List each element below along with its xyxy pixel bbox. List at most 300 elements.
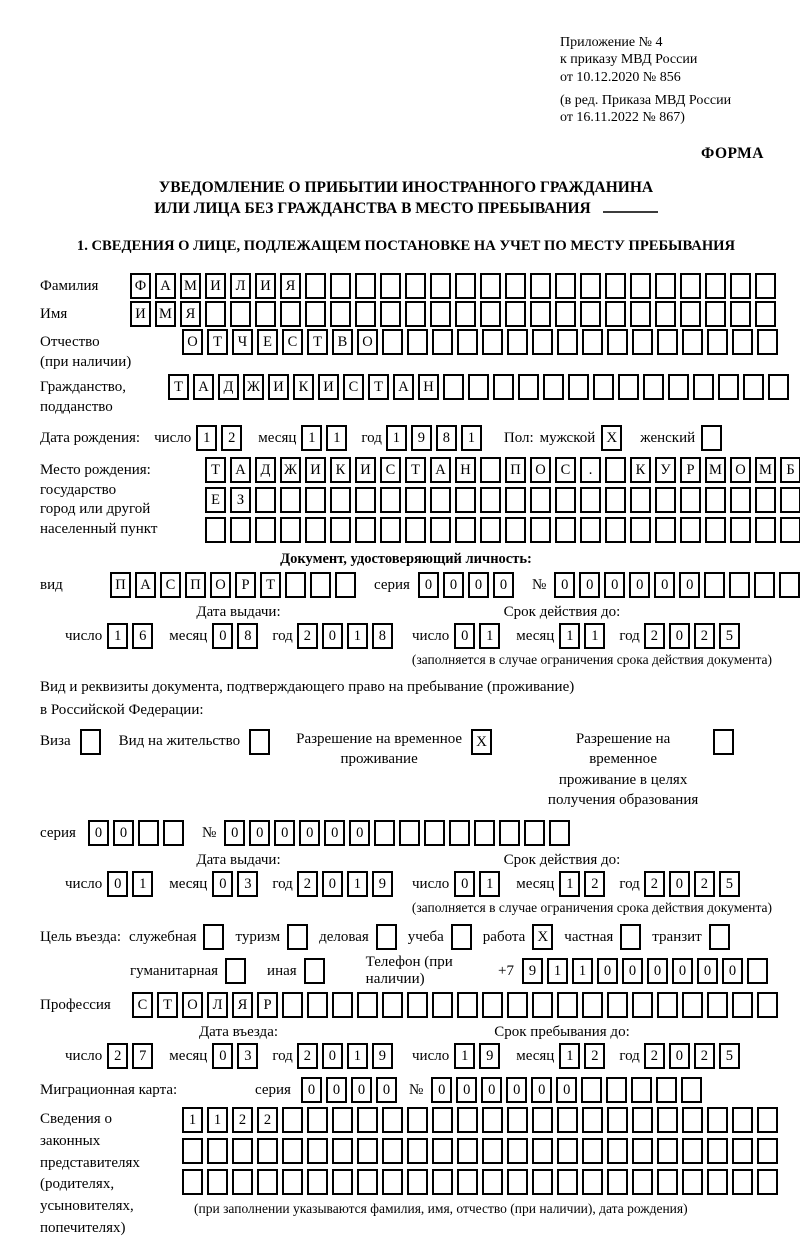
- char-cell[interactable]: [630, 301, 651, 327]
- char-cell[interactable]: 0: [647, 958, 668, 984]
- char-cell[interactable]: [232, 1138, 253, 1164]
- char-cell[interactable]: Р: [235, 572, 256, 598]
- char-cell[interactable]: 1: [207, 1107, 228, 1133]
- char-cell[interactable]: [682, 1169, 703, 1195]
- purpose-humanitarian-checkbox[interactable]: [225, 958, 246, 984]
- char-cell[interactable]: 1: [182, 1107, 203, 1133]
- char-cell[interactable]: [607, 329, 628, 355]
- purpose-other-checkbox[interactable]: [304, 958, 325, 984]
- char-cell[interactable]: Р: [257, 992, 278, 1018]
- char-cell[interactable]: [532, 329, 553, 355]
- char-cell[interactable]: [432, 1138, 453, 1164]
- char-cell[interactable]: 0: [669, 623, 690, 649]
- char-cell[interactable]: [307, 1138, 328, 1164]
- char-cell[interactable]: 2: [297, 1043, 318, 1069]
- char-cell[interactable]: 0: [322, 623, 343, 649]
- char-cell[interactable]: 1: [454, 1043, 475, 1069]
- char-cell[interactable]: А: [155, 273, 176, 299]
- char-cell[interactable]: [607, 992, 628, 1018]
- temp-residence-checkbox[interactable]: X: [471, 729, 492, 755]
- char-cell[interactable]: [355, 517, 376, 543]
- char-cell[interactable]: [730, 273, 751, 299]
- char-cell[interactable]: Н: [418, 374, 439, 400]
- char-cell[interactable]: [605, 457, 626, 483]
- char-cell[interactable]: [630, 487, 651, 513]
- char-cell[interactable]: 8: [372, 623, 393, 649]
- char-cell[interactable]: 0: [493, 572, 514, 598]
- char-cell[interactable]: [680, 301, 701, 327]
- char-cell[interactable]: 0: [351, 1077, 372, 1103]
- char-cell[interactable]: [332, 1169, 353, 1195]
- char-cell[interactable]: [730, 517, 751, 543]
- char-cell[interactable]: [682, 1107, 703, 1133]
- char-cell[interactable]: 2: [297, 623, 318, 649]
- char-cell[interactable]: [432, 1107, 453, 1133]
- char-cell[interactable]: 0: [622, 958, 643, 984]
- char-cell[interactable]: [655, 517, 676, 543]
- purpose-work-checkbox[interactable]: X: [532, 924, 553, 950]
- char-cell[interactable]: С: [380, 457, 401, 483]
- char-cell[interactable]: С: [132, 992, 153, 1018]
- char-cell[interactable]: [330, 517, 351, 543]
- char-cell[interactable]: [693, 374, 714, 400]
- char-cell[interactable]: 2: [694, 1043, 715, 1069]
- char-cell[interactable]: [382, 1169, 403, 1195]
- char-cell[interactable]: [335, 572, 356, 598]
- char-cell[interactable]: [530, 517, 551, 543]
- char-cell[interactable]: М: [180, 273, 201, 299]
- char-cell[interactable]: Я: [180, 301, 201, 327]
- char-cell[interactable]: [530, 273, 551, 299]
- char-cell[interactable]: 0: [454, 871, 475, 897]
- purpose-study-checkbox[interactable]: [451, 924, 472, 950]
- char-cell[interactable]: [282, 1169, 303, 1195]
- char-cell[interactable]: [480, 457, 501, 483]
- char-cell[interactable]: Л: [230, 273, 251, 299]
- char-cell[interactable]: [457, 1169, 478, 1195]
- char-cell[interactable]: 9: [372, 1043, 393, 1069]
- char-cell[interactable]: 0: [107, 871, 128, 897]
- char-cell[interactable]: [405, 487, 426, 513]
- char-cell[interactable]: [357, 1107, 378, 1133]
- char-cell[interactable]: О: [357, 329, 378, 355]
- char-cell[interactable]: 0: [324, 820, 345, 846]
- char-cell[interactable]: 9: [411, 425, 432, 451]
- char-cell[interactable]: 2: [297, 871, 318, 897]
- char-cell[interactable]: [732, 1107, 753, 1133]
- char-cell[interactable]: [480, 273, 501, 299]
- char-cell[interactable]: [207, 1169, 228, 1195]
- char-cell[interactable]: 6: [132, 623, 153, 649]
- char-cell[interactable]: [606, 1077, 627, 1103]
- char-cell[interactable]: [457, 992, 478, 1018]
- char-cell[interactable]: 2: [644, 871, 665, 897]
- char-cell[interactable]: [757, 992, 778, 1018]
- char-cell[interactable]: Т: [207, 329, 228, 355]
- char-cell[interactable]: [480, 517, 501, 543]
- char-cell[interactable]: Д: [218, 374, 239, 400]
- char-cell[interactable]: [138, 820, 159, 846]
- char-cell[interactable]: 1: [547, 958, 568, 984]
- char-cell[interactable]: 1: [347, 1043, 368, 1069]
- char-cell[interactable]: [380, 487, 401, 513]
- char-cell[interactable]: [757, 1138, 778, 1164]
- char-cell[interactable]: Е: [205, 487, 226, 513]
- char-cell[interactable]: [455, 487, 476, 513]
- char-cell[interactable]: [680, 517, 701, 543]
- char-cell[interactable]: О: [210, 572, 231, 598]
- char-cell[interactable]: [607, 1138, 628, 1164]
- char-cell[interactable]: И: [355, 457, 376, 483]
- char-cell[interactable]: [407, 1107, 428, 1133]
- char-cell[interactable]: С: [555, 457, 576, 483]
- char-cell[interactable]: 0: [669, 871, 690, 897]
- char-cell[interactable]: [332, 992, 353, 1018]
- char-cell[interactable]: О: [182, 329, 203, 355]
- char-cell[interactable]: [632, 992, 653, 1018]
- char-cell[interactable]: [382, 1138, 403, 1164]
- char-cell[interactable]: О: [530, 457, 551, 483]
- char-cell[interactable]: [707, 329, 728, 355]
- char-cell[interactable]: [707, 1107, 728, 1133]
- char-cell[interactable]: 0: [554, 572, 575, 598]
- char-cell[interactable]: 9: [479, 1043, 500, 1069]
- char-cell[interactable]: 0: [212, 1043, 233, 1069]
- char-cell[interactable]: [332, 1138, 353, 1164]
- char-cell[interactable]: 5: [719, 623, 740, 649]
- char-cell[interactable]: [305, 273, 326, 299]
- char-cell[interactable]: [282, 1107, 303, 1133]
- char-cell[interactable]: 7: [132, 1043, 153, 1069]
- char-cell[interactable]: 5: [719, 871, 740, 897]
- char-cell[interactable]: Т: [168, 374, 189, 400]
- char-cell[interactable]: 0: [597, 958, 618, 984]
- char-cell[interactable]: Ж: [280, 457, 301, 483]
- char-cell[interactable]: Ж: [243, 374, 264, 400]
- char-cell[interactable]: 0: [556, 1077, 577, 1103]
- char-cell[interactable]: [632, 329, 653, 355]
- char-cell[interactable]: И: [305, 457, 326, 483]
- visa-checkbox[interactable]: [80, 729, 101, 755]
- char-cell[interactable]: [407, 329, 428, 355]
- char-cell[interactable]: 1: [461, 425, 482, 451]
- char-cell[interactable]: 0: [604, 572, 625, 598]
- char-cell[interactable]: [555, 487, 576, 513]
- char-cell[interactable]: 0: [274, 820, 295, 846]
- char-cell[interactable]: 1: [347, 871, 368, 897]
- char-cell[interactable]: [557, 329, 578, 355]
- char-cell[interactable]: [305, 487, 326, 513]
- char-cell[interactable]: [257, 1138, 278, 1164]
- char-cell[interactable]: 0: [531, 1077, 552, 1103]
- char-cell[interactable]: [163, 820, 184, 846]
- char-cell[interactable]: Я: [232, 992, 253, 1018]
- char-cell[interactable]: [482, 1107, 503, 1133]
- char-cell[interactable]: И: [130, 301, 151, 327]
- char-cell[interactable]: [380, 273, 401, 299]
- char-cell[interactable]: [280, 517, 301, 543]
- char-cell[interactable]: [557, 1169, 578, 1195]
- char-cell[interactable]: [657, 992, 678, 1018]
- char-cell[interactable]: К: [630, 457, 651, 483]
- char-cell[interactable]: [505, 301, 526, 327]
- char-cell[interactable]: [430, 517, 451, 543]
- char-cell[interactable]: [330, 273, 351, 299]
- char-cell[interactable]: [657, 329, 678, 355]
- char-cell[interactable]: [457, 1107, 478, 1133]
- char-cell[interactable]: [280, 487, 301, 513]
- char-cell[interactable]: Ч: [232, 329, 253, 355]
- char-cell[interactable]: Т: [157, 992, 178, 1018]
- char-cell[interactable]: 8: [436, 425, 457, 451]
- char-cell[interactable]: К: [330, 457, 351, 483]
- char-cell[interactable]: И: [268, 374, 289, 400]
- char-cell[interactable]: 2: [257, 1107, 278, 1133]
- char-cell[interactable]: 1: [107, 623, 128, 649]
- char-cell[interactable]: У: [655, 457, 676, 483]
- char-cell[interactable]: [374, 820, 395, 846]
- char-cell[interactable]: [780, 517, 800, 543]
- char-cell[interactable]: О: [730, 457, 751, 483]
- char-cell[interactable]: 0: [506, 1077, 527, 1103]
- char-cell[interactable]: [468, 374, 489, 400]
- char-cell[interactable]: Т: [260, 572, 281, 598]
- char-cell[interactable]: 1: [584, 623, 605, 649]
- char-cell[interactable]: [380, 301, 401, 327]
- char-cell[interactable]: П: [110, 572, 131, 598]
- char-cell[interactable]: [732, 1138, 753, 1164]
- char-cell[interactable]: [432, 1169, 453, 1195]
- char-cell[interactable]: Т: [307, 329, 328, 355]
- char-cell[interactable]: [755, 273, 776, 299]
- char-cell[interactable]: 0: [579, 572, 600, 598]
- char-cell[interactable]: 3: [237, 871, 258, 897]
- char-cell[interactable]: 0: [212, 623, 233, 649]
- char-cell[interactable]: 2: [694, 623, 715, 649]
- char-cell[interactable]: [482, 1138, 503, 1164]
- char-cell[interactable]: 1: [479, 871, 500, 897]
- char-cell[interactable]: [655, 487, 676, 513]
- char-cell[interactable]: [743, 374, 764, 400]
- char-cell[interactable]: [232, 1169, 253, 1195]
- char-cell[interactable]: [555, 517, 576, 543]
- char-cell[interactable]: М: [155, 301, 176, 327]
- char-cell[interactable]: [382, 1107, 403, 1133]
- char-cell[interactable]: [729, 572, 750, 598]
- char-cell[interactable]: 0: [349, 820, 370, 846]
- char-cell[interactable]: [555, 273, 576, 299]
- char-cell[interactable]: [757, 1107, 778, 1133]
- char-cell[interactable]: [493, 374, 514, 400]
- char-cell[interactable]: 1: [386, 425, 407, 451]
- char-cell[interactable]: [482, 992, 503, 1018]
- char-cell[interactable]: [507, 1107, 528, 1133]
- char-cell[interactable]: 8: [237, 623, 258, 649]
- char-cell[interactable]: [732, 992, 753, 1018]
- char-cell[interactable]: [557, 992, 578, 1018]
- char-cell[interactable]: [668, 374, 689, 400]
- char-cell[interactable]: 0: [418, 572, 439, 598]
- char-cell[interactable]: [580, 273, 601, 299]
- gender-male-checkbox[interactable]: X: [601, 425, 622, 451]
- char-cell[interactable]: 1: [326, 425, 347, 451]
- char-cell[interactable]: А: [230, 457, 251, 483]
- char-cell[interactable]: [632, 1107, 653, 1133]
- char-cell[interactable]: А: [430, 457, 451, 483]
- purpose-business-checkbox[interactable]: [376, 924, 397, 950]
- char-cell[interactable]: [643, 374, 664, 400]
- char-cell[interactable]: [257, 1169, 278, 1195]
- char-cell[interactable]: [457, 1138, 478, 1164]
- purpose-tourism-checkbox[interactable]: [287, 924, 308, 950]
- char-cell[interactable]: [207, 1138, 228, 1164]
- char-cell[interactable]: [755, 301, 776, 327]
- char-cell[interactable]: З: [230, 487, 251, 513]
- char-cell[interactable]: С: [343, 374, 364, 400]
- temp-residence-education-checkbox[interactable]: [713, 729, 734, 755]
- char-cell[interactable]: [657, 1107, 678, 1133]
- char-cell[interactable]: 0: [322, 871, 343, 897]
- char-cell[interactable]: Н: [455, 457, 476, 483]
- char-cell[interactable]: [532, 992, 553, 1018]
- char-cell[interactable]: [285, 572, 306, 598]
- char-cell[interactable]: [580, 517, 601, 543]
- char-cell[interactable]: [255, 487, 276, 513]
- char-cell[interactable]: 0: [481, 1077, 502, 1103]
- char-cell[interactable]: 5: [719, 1043, 740, 1069]
- char-cell[interactable]: [780, 487, 800, 513]
- char-cell[interactable]: [568, 374, 589, 400]
- char-cell[interactable]: [580, 301, 601, 327]
- char-cell[interactable]: А: [393, 374, 414, 400]
- char-cell[interactable]: [505, 487, 526, 513]
- char-cell[interactable]: А: [193, 374, 214, 400]
- char-cell[interactable]: 0: [456, 1077, 477, 1103]
- char-cell[interactable]: [680, 273, 701, 299]
- char-cell[interactable]: [357, 1169, 378, 1195]
- char-cell[interactable]: [405, 301, 426, 327]
- char-cell[interactable]: 1: [196, 425, 217, 451]
- char-cell[interactable]: Д: [255, 457, 276, 483]
- char-cell[interactable]: [430, 273, 451, 299]
- char-cell[interactable]: [455, 517, 476, 543]
- char-cell[interactable]: [555, 301, 576, 327]
- char-cell[interactable]: 9: [522, 958, 543, 984]
- char-cell[interactable]: [581, 1077, 602, 1103]
- char-cell[interactable]: [380, 517, 401, 543]
- char-cell[interactable]: [518, 374, 539, 400]
- char-cell[interactable]: 1: [347, 623, 368, 649]
- char-cell[interactable]: 9: [372, 871, 393, 897]
- char-cell[interactable]: М: [705, 457, 726, 483]
- char-cell[interactable]: [681, 1077, 702, 1103]
- gender-female-checkbox[interactable]: [701, 425, 722, 451]
- char-cell[interactable]: [255, 517, 276, 543]
- char-cell[interactable]: [682, 992, 703, 1018]
- char-cell[interactable]: [582, 329, 603, 355]
- char-cell[interactable]: [357, 992, 378, 1018]
- char-cell[interactable]: 1: [559, 1043, 580, 1069]
- char-cell[interactable]: [405, 517, 426, 543]
- char-cell[interactable]: [768, 374, 789, 400]
- char-cell[interactable]: [524, 820, 545, 846]
- char-cell[interactable]: К: [293, 374, 314, 400]
- char-cell[interactable]: [543, 374, 564, 400]
- char-cell[interactable]: [280, 301, 301, 327]
- char-cell[interactable]: [593, 374, 614, 400]
- char-cell[interactable]: 1: [559, 871, 580, 897]
- char-cell[interactable]: 1: [559, 623, 580, 649]
- char-cell[interactable]: 2: [232, 1107, 253, 1133]
- char-cell[interactable]: [405, 273, 426, 299]
- char-cell[interactable]: 1: [479, 623, 500, 649]
- char-cell[interactable]: [580, 487, 601, 513]
- char-cell[interactable]: [582, 1169, 603, 1195]
- char-cell[interactable]: П: [185, 572, 206, 598]
- char-cell[interactable]: [205, 301, 226, 327]
- char-cell[interactable]: [630, 273, 651, 299]
- char-cell[interactable]: Р: [680, 457, 701, 483]
- char-cell[interactable]: [655, 273, 676, 299]
- char-cell[interactable]: [532, 1107, 553, 1133]
- char-cell[interactable]: [305, 517, 326, 543]
- char-cell[interactable]: 0: [629, 572, 650, 598]
- char-cell[interactable]: 0: [722, 958, 743, 984]
- char-cell[interactable]: 3: [237, 1043, 258, 1069]
- purpose-private-checkbox[interactable]: [620, 924, 641, 950]
- char-cell[interactable]: [757, 329, 778, 355]
- char-cell[interactable]: [632, 1138, 653, 1164]
- char-cell[interactable]: [230, 517, 251, 543]
- char-cell[interactable]: 2: [584, 1043, 605, 1069]
- char-cell[interactable]: [530, 301, 551, 327]
- char-cell[interactable]: [630, 517, 651, 543]
- char-cell[interactable]: [754, 572, 775, 598]
- char-cell[interactable]: 0: [322, 1043, 343, 1069]
- char-cell[interactable]: 0: [697, 958, 718, 984]
- char-cell[interactable]: [205, 517, 226, 543]
- char-cell[interactable]: [632, 1169, 653, 1195]
- char-cell[interactable]: А: [135, 572, 156, 598]
- char-cell[interactable]: И: [205, 273, 226, 299]
- char-cell[interactable]: 0: [224, 820, 245, 846]
- char-cell[interactable]: 0: [672, 958, 693, 984]
- char-cell[interactable]: [482, 1169, 503, 1195]
- char-cell[interactable]: [532, 1138, 553, 1164]
- char-cell[interactable]: [449, 820, 470, 846]
- char-cell[interactable]: [705, 273, 726, 299]
- char-cell[interactable]: [557, 1138, 578, 1164]
- char-cell[interactable]: Б: [780, 457, 800, 483]
- char-cell[interactable]: [732, 1169, 753, 1195]
- char-cell[interactable]: 0: [669, 1043, 690, 1069]
- char-cell[interactable]: Я: [280, 273, 301, 299]
- char-cell[interactable]: Т: [405, 457, 426, 483]
- char-cell[interactable]: [530, 487, 551, 513]
- char-cell[interactable]: [443, 374, 464, 400]
- char-cell[interactable]: [305, 301, 326, 327]
- char-cell[interactable]: 0: [454, 623, 475, 649]
- char-cell[interactable]: [407, 1138, 428, 1164]
- char-cell[interactable]: [549, 820, 570, 846]
- char-cell[interactable]: 0: [301, 1077, 322, 1103]
- char-cell[interactable]: [605, 301, 626, 327]
- char-cell[interactable]: [482, 329, 503, 355]
- char-cell[interactable]: [631, 1077, 652, 1103]
- char-cell[interactable]: [474, 820, 495, 846]
- char-cell[interactable]: [507, 1169, 528, 1195]
- char-cell[interactable]: [607, 1169, 628, 1195]
